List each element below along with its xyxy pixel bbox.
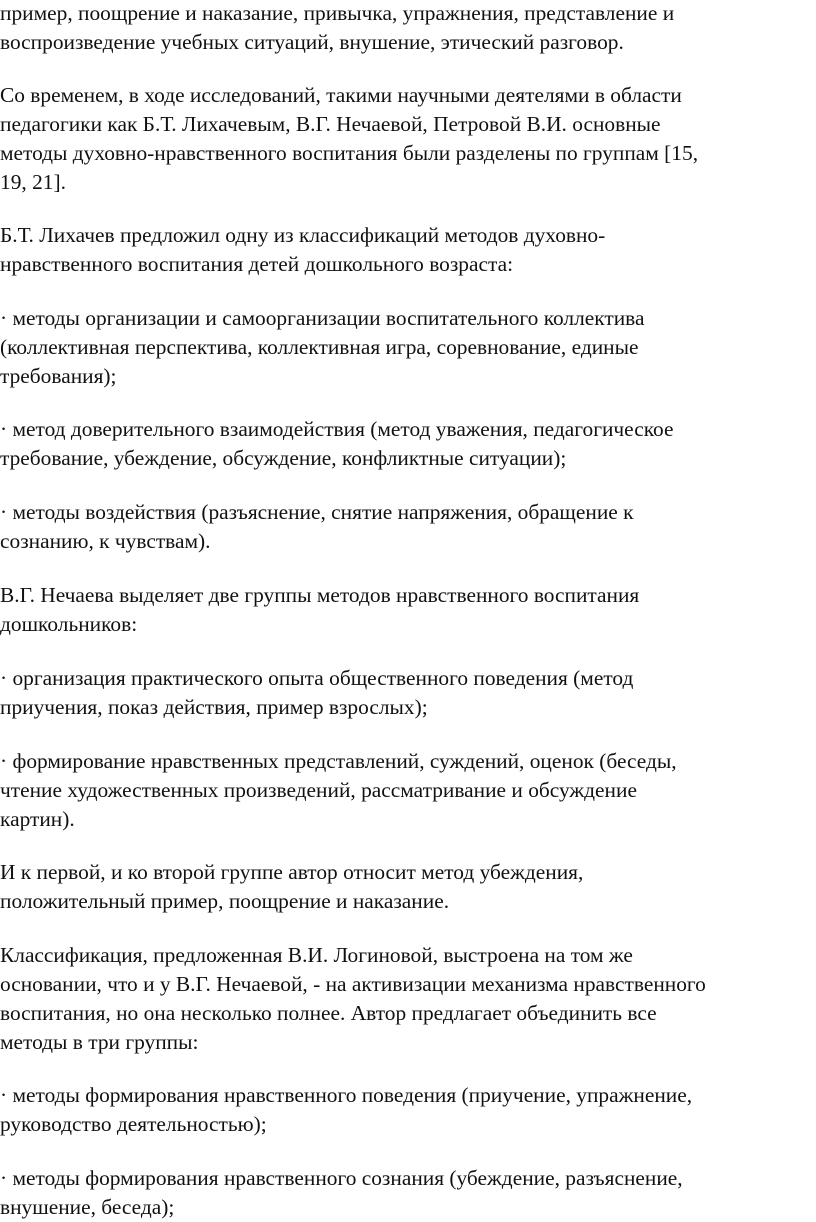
list-item-likhachev-3 xyxy=(0,498,814,556)
paragraph-loginova xyxy=(0,941,814,1057)
text-line: · методы формирования нравственного сознания (убеждение, разъяснение, xyxy=(0,1166,683,1190)
text-line: приучения, показ действия, пример взрослых); xyxy=(0,695,428,719)
text-line: нравственного воспитания детей дошкольного возраста: xyxy=(0,252,514,276)
list-item-loginova-2 xyxy=(0,1164,814,1222)
text-line: чтение художественных произведений, рассматривание и обсуждение xyxy=(0,778,637,802)
text-line: педагогики как Б.Т. Лихачевым, В.Г. Нечаевой, Петровой В.И. основные xyxy=(0,112,661,136)
text-line: картин). xyxy=(0,807,75,831)
text-line: · метод доверительного взаимодействия (метод уважения, педагогическое xyxy=(0,417,674,441)
text-line: сознанию, к чувствам). xyxy=(0,529,211,553)
text-line: внушение, беседа); xyxy=(0,1195,175,1219)
paragraph-persuasion xyxy=(0,858,814,916)
text-line: · методы формирования нравственного поведения (приучение, упражнение, xyxy=(0,1083,693,1107)
paragraph-nechaeva-intro xyxy=(0,581,814,639)
text-line: основании, что и у В.Г. Нечаевой, - на активизации механизма нравственного xyxy=(0,972,706,996)
text-line: Со временем, в ходе исследований, такими научными деятелями в области xyxy=(0,83,682,107)
text-line: требование, убеждение, обсуждение, конфликтные ситуации); xyxy=(0,446,567,470)
text-line: И к первой, и ко второй группе автор относит метод убеждения, xyxy=(0,860,584,884)
text-line: 19, 21]. xyxy=(0,170,66,194)
text-line: · методы воздействия (разъяснение, снятие напряжения, обращение к xyxy=(0,500,634,524)
text-line: требования); xyxy=(0,364,117,388)
list-item-likhachev-1 xyxy=(0,304,814,391)
paragraph-intro-continuation xyxy=(0,0,814,57)
text-line: методы духовно-нравственного воспитания были разделены по группам [15, xyxy=(0,141,699,165)
text-line: пример, поощрение и наказание, привычка, упражнения, представление и xyxy=(0,1,675,25)
text-line: (коллективная перспектива, коллективная игра, соревнование, единые xyxy=(0,335,639,359)
text-line: воспроизведение учебных ситуаций, внушение, этический разговор. xyxy=(0,30,624,54)
list-item-nechaeva-2 xyxy=(0,747,814,834)
list-item-likhachev-2 xyxy=(0,415,814,473)
text-line: · организация практического опыта общественного поведения (метод xyxy=(0,666,634,690)
text-line: · методы организации и самоорганизации воспитательного коллектива xyxy=(0,306,645,330)
text-line: Б.Т. Лихачев предложил одну из классификаций методов духовно- xyxy=(0,223,606,247)
text-line: положительный пример, поощрение и наказание. xyxy=(0,889,450,913)
paragraph-likhachev-intro xyxy=(0,221,814,279)
text-line: Классификация, предложенная В.И. Логиновой, выстроена на том же xyxy=(0,943,633,967)
text-line: дошкольников: xyxy=(0,612,138,636)
text-line: · формирование нравственных представлений, суждений, оценок (беседы, xyxy=(0,749,677,773)
text-line: руководство деятельностью); xyxy=(0,1112,267,1136)
text-line: методы в три группы: xyxy=(0,1030,199,1054)
list-item-loginova-1 xyxy=(0,1081,814,1139)
list-item-nechaeva-1 xyxy=(0,664,814,722)
paragraph-researchers xyxy=(0,81,814,197)
text-line: воспитания, но она несколько полнее. Автор предлагает объединить все xyxy=(0,1001,657,1025)
text-line: В.Г. Нечаева выделяет две группы методов нравственного воспитания xyxy=(0,583,640,607)
